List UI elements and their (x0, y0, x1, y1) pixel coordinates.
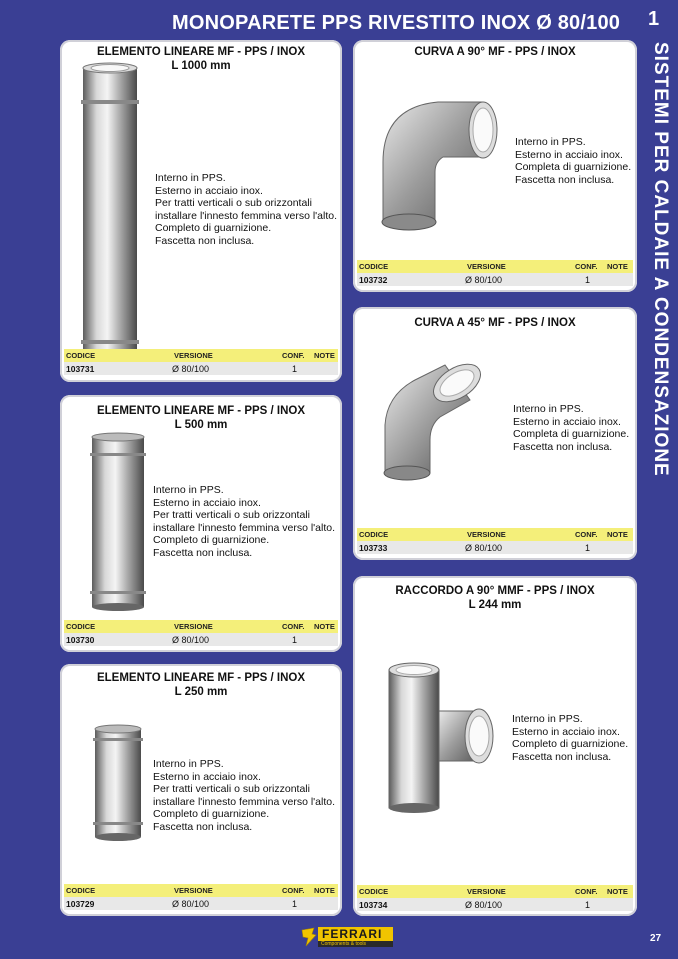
product-code: 103734 (359, 900, 388, 910)
product-table (357, 885, 633, 911)
desc-line: installare l'innesto femmina verso l'alto. (153, 521, 336, 534)
table-header (357, 528, 633, 541)
col-version: VERSIONE (174, 351, 213, 360)
product-version: Ø 80/100 (465, 900, 503, 910)
desc-line: Completa di guarnizione. (513, 428, 630, 440)
straight-pipe-1000-image (74, 60, 144, 378)
product-card-103732 (353, 40, 637, 292)
col-note: NOTE (607, 887, 628, 896)
product-description (153, 484, 335, 559)
product-description (153, 758, 335, 833)
col-conf: CONF. (575, 530, 598, 539)
product-conf: 1 (585, 275, 591, 285)
col-code: CODICE (359, 262, 389, 271)
elbow-45-image (375, 355, 495, 495)
product-card-103731 (60, 40, 342, 382)
desc-line: Esterno in acciaio inox. (515, 148, 623, 161)
col-version: VERSIONE (467, 262, 506, 271)
table-header (357, 885, 633, 898)
product-conf: 1 (585, 543, 591, 553)
product-description (513, 403, 629, 453)
col-note: NOTE (314, 622, 335, 631)
product-description (515, 136, 631, 186)
desc-line: Completo di guarnizione. (155, 222, 272, 234)
desc-line: Per tratti verticali o sub orizzontali (153, 509, 310, 521)
table-header (64, 620, 338, 633)
col-conf: CONF. (282, 886, 305, 895)
desc-line: Interno in PPS. (155, 172, 226, 184)
product-version: Ø 80/100 (172, 899, 210, 909)
desc-line: Completo di guarnizione. (153, 534, 270, 546)
product-conf: 1 (292, 899, 298, 909)
desc-line: Interno in PPS. (153, 484, 224, 496)
desc-line: installare l'innesto femmina verso l'alto. (153, 795, 336, 808)
desc-line: Interno in PPS. (153, 758, 224, 770)
product-subtitle: L 1000 mm (171, 60, 231, 72)
col-code: CODICE (66, 886, 96, 895)
col-note: NOTE (314, 886, 335, 895)
desc-line: Fascetta non inclusa. (513, 440, 613, 453)
col-conf: CONF. (575, 262, 598, 271)
col-version: VERSIONE (174, 886, 213, 895)
col-code: CODICE (359, 887, 389, 896)
logo-tagline: Components & tools (321, 941, 367, 947)
ferrari-logo (300, 926, 395, 948)
table-header (64, 884, 338, 897)
col-conf: CONF. (575, 887, 598, 896)
desc-line: Completo di guarnizione. (153, 808, 270, 820)
product-title: ELEMENTO LINEARE MF - PPS / INOX (96, 672, 306, 684)
desc-line: Esterno in acciaio inox. (513, 415, 621, 428)
table-row (64, 633, 338, 646)
table-row (357, 898, 633, 911)
product-table (64, 884, 338, 910)
product-code: 103729 (66, 899, 95, 909)
product-conf: 1 (585, 900, 591, 910)
table-row (64, 897, 338, 910)
product-card-103734 (353, 576, 637, 916)
desc-line: Interno in PPS. (513, 403, 584, 415)
tee-connector-image (379, 656, 509, 816)
desc-line: Per tratti verticali o sub orizzontali (153, 783, 310, 795)
product-subtitle: L 500 mm (174, 419, 228, 431)
product-table (357, 528, 633, 554)
product-card-103730 (60, 395, 342, 652)
product-table (357, 260, 633, 286)
desc-line: Esterno in acciaio inox. (153, 496, 261, 509)
desc-line: Esterno in acciaio inox. (153, 770, 261, 783)
col-version: VERSIONE (467, 887, 506, 896)
section-number: 1 (648, 8, 660, 30)
elbow-90-image (363, 62, 503, 252)
product-version: Ø 80/100 (465, 543, 503, 553)
col-note: NOTE (607, 262, 628, 271)
product-version: Ø 80/100 (465, 275, 503, 285)
product-subtitle: L 244 mm (468, 599, 522, 611)
product-card-103733 (353, 307, 637, 560)
desc-line: Fascetta non inclusa. (515, 173, 615, 186)
table-row (357, 541, 633, 554)
desc-line: Fascetta non inclusa. (512, 750, 612, 763)
desc-line: Completa di guarnizione. (515, 161, 632, 173)
product-title: ELEMENTO LINEARE MF - PPS / INOX (96, 46, 306, 58)
desc-line: Fascetta non inclusa. (153, 546, 253, 559)
product-code: 103733 (359, 543, 388, 553)
desc-line: Esterno in acciaio inox. (155, 184, 263, 197)
logo-text: FERRARI (322, 927, 383, 941)
product-title: ELEMENTO LINEARE MF - PPS / INOX (96, 405, 306, 417)
desc-line: Fascetta non inclusa. (155, 234, 255, 247)
desc-line: Interno in PPS. (512, 713, 583, 725)
product-version: Ø 80/100 (172, 364, 210, 374)
side-category-title: SISTEMI PER CALDAIE A CONDENSAZIONE (650, 42, 671, 477)
straight-pipe-250-image (90, 724, 146, 842)
col-conf: CONF. (282, 622, 305, 631)
col-code: CODICE (66, 622, 96, 631)
col-code: CODICE (66, 351, 96, 360)
product-title: CURVA A 90° MF - PPS / INOX (414, 46, 576, 58)
desc-line: Esterno in acciaio inox. (512, 725, 620, 738)
product-title: CURVA A 45° MF - PPS / INOX (414, 317, 576, 329)
page-title: MONOPARETE PPS RIVESTITO INOX Ø 80/100 (172, 12, 621, 34)
table-row (64, 362, 338, 375)
product-conf: 1 (292, 635, 298, 645)
product-description (155, 172, 337, 247)
desc-line: Per tratti verticali o sub orizzontali (155, 197, 312, 209)
product-code: 103730 (66, 635, 95, 645)
product-code: 103731 (66, 364, 95, 374)
table-row (357, 273, 633, 286)
col-code: CODICE (359, 530, 389, 539)
product-conf: 1 (292, 364, 298, 374)
col-version: VERSIONE (467, 530, 506, 539)
page-number: 27 (650, 933, 662, 944)
product-title: RACCORDO A 90° MMF - PPS / INOX (395, 585, 595, 597)
product-description (512, 713, 628, 763)
col-conf: CONF. (282, 351, 305, 360)
product-code: 103732 (359, 275, 388, 285)
product-table (64, 620, 338, 646)
col-note: NOTE (607, 530, 628, 539)
product-subtitle: L 250 mm (174, 686, 228, 698)
col-version: VERSIONE (174, 622, 213, 631)
product-version: Ø 80/100 (172, 635, 210, 645)
col-note: NOTE (314, 351, 335, 360)
table-header (64, 349, 338, 362)
desc-line: Fascetta non inclusa. (153, 820, 253, 833)
desc-line: installare l'innesto femmina verso l'alto. (155, 209, 338, 222)
product-card-103729 (60, 664, 342, 916)
desc-line: Completo di guarnizione. (512, 738, 629, 750)
table-header (357, 260, 633, 273)
desc-line: Interno in PPS. (515, 136, 586, 148)
product-table (64, 349, 338, 375)
straight-pipe-500-image (86, 431, 150, 613)
